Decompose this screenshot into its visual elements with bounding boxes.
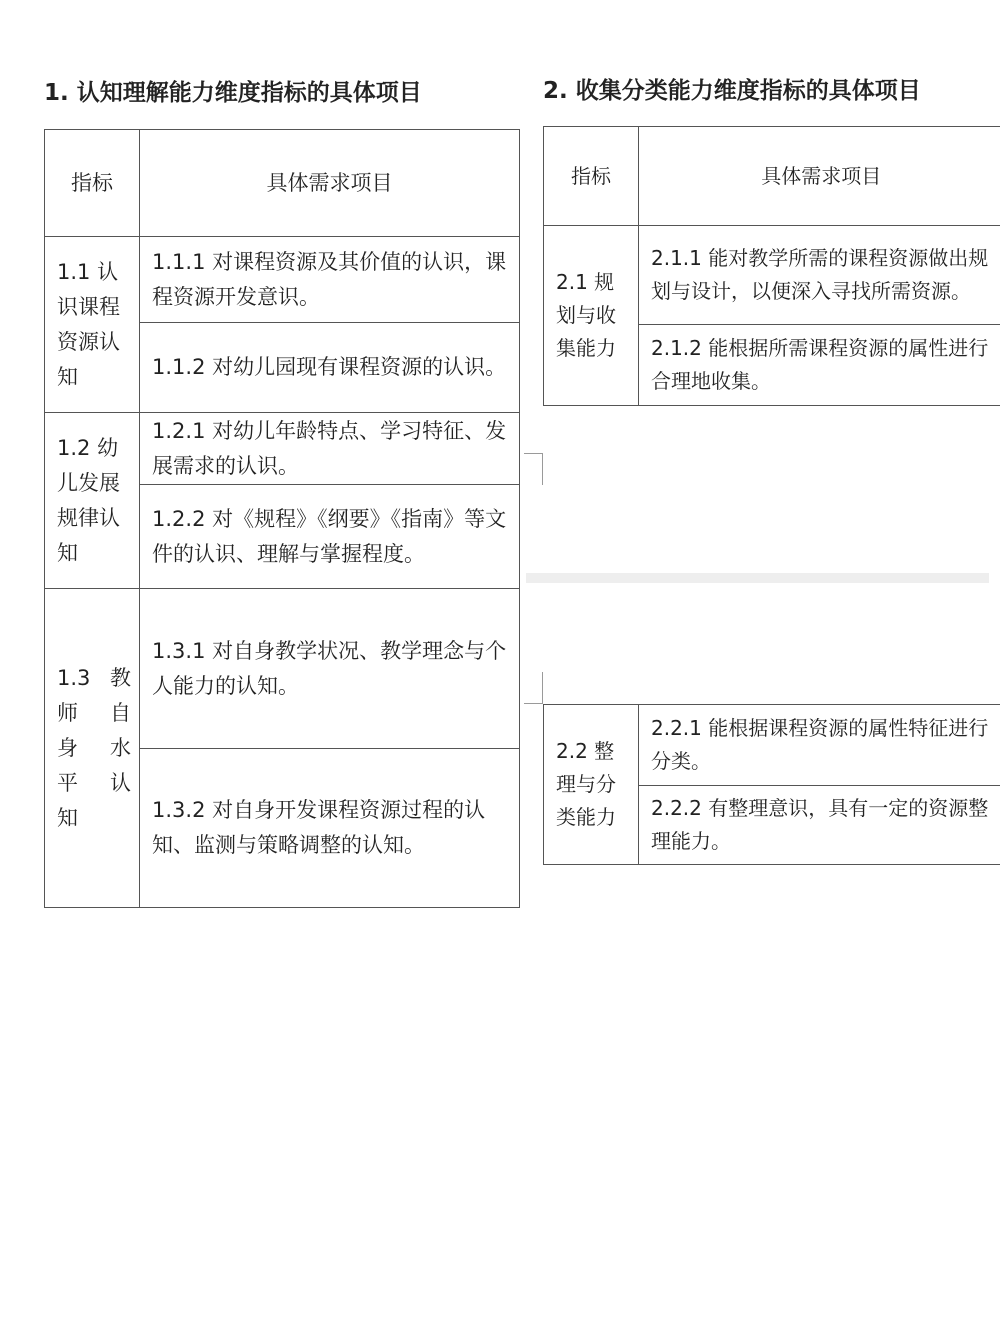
indicator-1-3-line: 师 自: [57, 700, 131, 725]
table-row: [45, 237, 520, 323]
cognition-indicator-table: [44, 129, 520, 908]
header-items: 具体需求项目: [639, 127, 1000, 226]
header-indicator: 指标: [45, 130, 140, 237]
item-1-3-2: 1.3.2 对自身开发课程资源过程的认知、监测与策略调整的认知。: [140, 749, 520, 908]
page-corner-mark: [524, 703, 543, 704]
indicator-1-1: 1.1 认识课程资源认知: [45, 237, 140, 413]
item-2-2-1: 2.2.1 能根据课程资源的属性特征进行分类。: [639, 705, 1000, 786]
page-corner-mark: [542, 453, 543, 485]
indicator-1-2: 1.2 幼儿发展规律认知: [45, 413, 140, 589]
indicator-2-2: 2.2 整理与分类能力: [544, 705, 639, 865]
page-corner-mark: [542, 672, 543, 704]
indicator-1-3-line: 1.3 教: [57, 665, 131, 690]
item-1-2-1: 1.2.1 对幼儿年龄特点、学习特征、发展需求的认识。: [140, 413, 520, 485]
table-row: [544, 226, 1000, 325]
page-gap-bar: [526, 573, 989, 583]
collection-indicator-table-continued: [543, 704, 1000, 865]
table-header-row: [45, 130, 520, 237]
section1-title: 1. 认知理解能力维度指标的具体项目: [44, 80, 422, 106]
table-row: [45, 589, 520, 749]
item-2-2-2: 2.2.2 有整理意识，具有一定的资源整理能力。: [639, 786, 1000, 865]
indicator-1-3-line: 平 认: [57, 770, 131, 795]
table-row: [45, 413, 520, 485]
indicator-2-1: 2.1 规划与收集能力: [544, 226, 639, 406]
table-row: [544, 705, 1000, 786]
indicator-1-3-line: 身 水: [57, 735, 131, 760]
header-indicator: 指标: [544, 127, 639, 226]
item-2-1-2: 2.1.2 能根据所需课程资源的属性进行合理地收集。: [639, 325, 1000, 406]
collection-indicator-table: [543, 126, 1000, 406]
indicator-1-3: [45, 589, 140, 908]
indicator-1-3-line: 知: [57, 805, 78, 830]
item-1-3-1: 1.3.1 对自身教学状况、教学理念与个人能力的认知。: [140, 589, 520, 749]
item-1-2-2: 1.2.2 对《规程》《纲要》《指南》等文件的认识、理解与掌握程度。: [140, 485, 520, 589]
section2-title: 2. 收集分类能力维度指标的具体项目: [543, 78, 921, 104]
page-corner-mark: [524, 453, 543, 454]
item-1-1-2: 1.1.2 对幼儿园现有课程资源的认识。: [140, 323, 520, 413]
header-items: 具体需求项目: [140, 130, 520, 237]
item-1-1-1: 1.1.1 对课程资源及其价值的认识，课程资源开发意识。: [140, 237, 520, 323]
table-header-row: [544, 127, 1000, 226]
item-2-1-1: 2.1.1 能对教学所需的课程资源做出规划与设计，以便深入寻找所需资源。: [639, 226, 1000, 325]
